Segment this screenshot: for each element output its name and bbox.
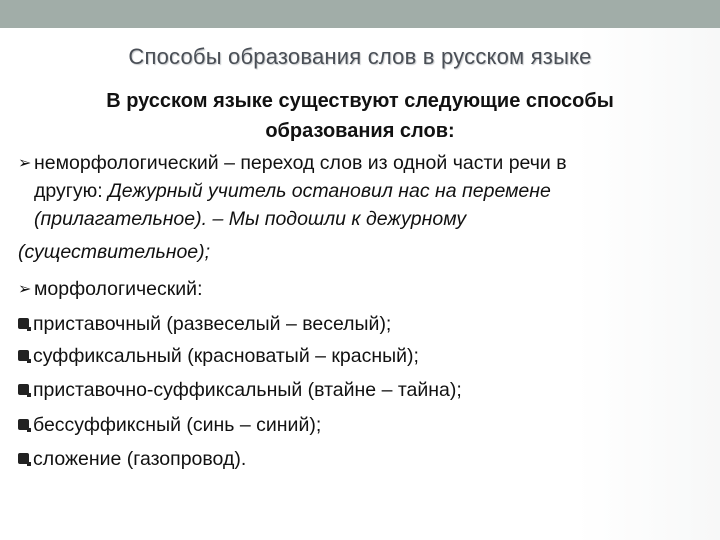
example-text: (прилагательное). – Мы подошли к дежурному [34, 208, 467, 230]
item-text: сложение (газопровод). [33, 448, 247, 470]
intro-text: В русском языке существуют следующие способы образования слов: [106, 90, 614, 142]
list-item-morphological [18, 274, 203, 305]
list-item-non-suffix [18, 410, 321, 440]
square-bullet-icon [18, 318, 29, 329]
list-item-prefix [18, 309, 391, 339]
arrow-bullet-icon: ➢ [18, 281, 32, 298]
top-bar [0, 0, 720, 28]
list-item-nonmorphological [18, 148, 567, 179]
list-item-continuation [34, 204, 466, 234]
square-bullet-icon [18, 419, 29, 430]
list-item-suffix [18, 341, 419, 371]
example-text: (существительное); [18, 241, 211, 263]
slide-title: Способы образования слов в русском языке [128, 44, 592, 69]
item-text: морфологический: [34, 278, 203, 300]
square-bullet-icon [18, 453, 29, 464]
item-text: суффиксальный (красноватый – красный); [33, 345, 419, 367]
list-item-continuation [34, 176, 551, 206]
item-text: бессуффиксный (синь – синий); [33, 414, 322, 436]
list-item-prefix-suffix [18, 375, 462, 405]
item-text: приставочно-суффиксальный (втайне – тайна); [33, 379, 462, 401]
list-item-compounding [18, 444, 246, 474]
example-text: Дежурный учитель остановил нас на перемене [108, 180, 551, 202]
list-item-continuation [18, 237, 210, 267]
square-bullet-icon [18, 350, 29, 361]
square-bullet-icon [18, 384, 29, 395]
arrow-bullet-icon: ➢ [18, 155, 32, 172]
item-text: неморфологический – переход слов из одной части речи в [34, 152, 567, 174]
item-text: приставочный (развеселый – веселый); [33, 313, 392, 335]
item-text-plain: другую: [34, 180, 109, 202]
